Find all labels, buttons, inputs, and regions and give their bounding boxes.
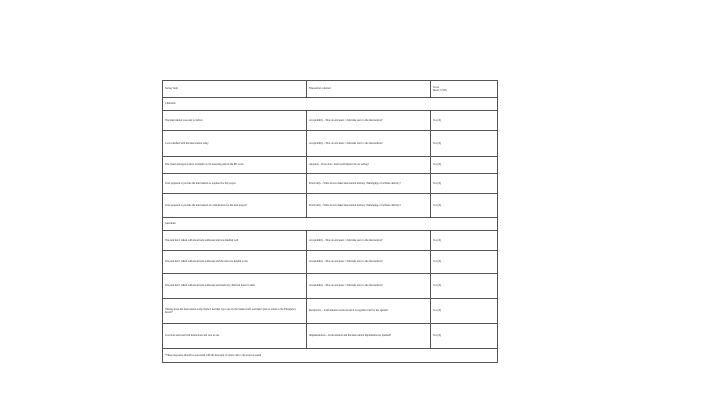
score-cell: X.x (X) (431, 274, 498, 299)
survey-item-cell: The visual analogue scale is a helpful tool in assessing pain in the ED room (163, 157, 307, 174)
survey-item-cell: The intervention was easy to deliver (163, 111, 307, 131)
score-cell: X.x (X) (431, 111, 498, 131)
construct-cell: Reciprocity – Is information received and it is regarded well for the agenda? (307, 299, 431, 324)
score-cell: X.x (X) (431, 157, 498, 174)
header-score (431, 81, 498, 98)
table-row (163, 299, 498, 324)
footnote-row (163, 349, 498, 363)
table-row (163, 274, 498, 299)
table-row (163, 194, 498, 218)
score-cell: X.x (X) (431, 251, 498, 274)
section-row (163, 98, 498, 111)
construct-cell: Practicality – What factors make intervention delivery challenging or facilitate delivery? (307, 174, 431, 194)
survey-table (162, 80, 498, 363)
table-row (163, 324, 498, 349)
table-row (163, 231, 498, 251)
score-cell: X.x (X) (431, 324, 498, 349)
construct-cell: Acceptability – How do end users / clinicians react to the intervention? (307, 131, 431, 157)
header-theoretical-construct: Theoretical construct (307, 81, 431, 98)
table-row (163, 174, 498, 194)
table-row (163, 131, 498, 157)
construct-cell: Acceptability – How do end users / clinicians react to the intervention? (307, 111, 431, 131)
table-row (163, 157, 498, 174)
construct-cell: Practicality – What factors make intervention delivery challenging or facilitate delivery? (307, 194, 431, 218)
footnote: *These responses should be associated with the direction of return visit to the event as stated (163, 349, 498, 363)
construct-cell: Adoption – Does data / intent participation in our setting? (307, 157, 431, 174)
header-row (163, 81, 498, 98)
score-cell: X.x (X) (431, 131, 498, 157)
survey-item-cell: I was satisfied with the intervention today (163, 131, 307, 157)
construct-cell: Acceptability – How do end users / clinicians react to the intervention? (307, 274, 431, 299)
table-row (163, 111, 498, 131)
survey-item-cell: I feel prepared to provide the intervention in consideration for the next project? (163, 194, 307, 218)
survey-item-cell: I feel prepared to provide the intervention as required for the project (163, 174, 307, 194)
header-survey-item: Survey Item (163, 81, 307, 98)
section-row (163, 218, 498, 231)
construct-cell: Implementation – Is information and the intervention implemented as planned? (307, 324, 431, 349)
survey-item-cell: The pain that I talked with about feels addressed and made my child feel better in time (163, 274, 307, 299)
section-title: Clinicians (163, 98, 498, 111)
construct-cell: Acceptability – How do end users / clinicians react to the intervention? (307, 251, 431, 274)
survey-item-cell: The pain that I talked with about feels addressed and the visit was helpful to me (163, 251, 307, 274)
header-score-line1: Score (433, 85, 439, 89)
section-title: Guardians (163, 218, 498, 231)
score-cell: X.x (X) (431, 299, 498, 324)
survey-item-cell: I received and read both instructions and care in one (163, 324, 307, 349)
survey-item-cell: Talking about the intervention today made it feel like I got care by the trained staff, and then I plan to return to the Emergency Room* (163, 299, 307, 324)
survey-item-cell: The pain that I talked with about feels addressed and was handled well (163, 231, 307, 251)
score-cell: X.x (X) (431, 174, 498, 194)
table-row (163, 251, 498, 274)
construct-cell: Acceptability – How do end users / clinicians react to the intervention? (307, 231, 431, 251)
score-cell: X.x (X) (431, 231, 498, 251)
score-cell: X.x (X) (431, 194, 498, 218)
header-score-line2: Mean ± (SD) (433, 89, 447, 92)
